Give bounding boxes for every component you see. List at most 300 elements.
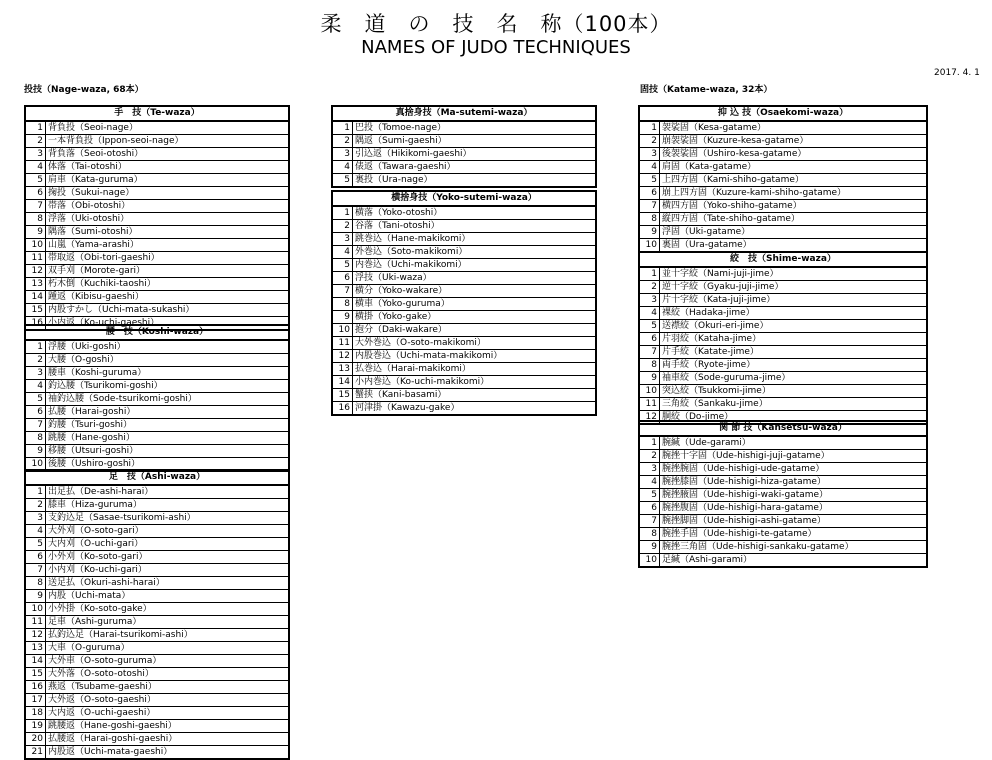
- technique-name: 上四方固（Kami-shiho-gatame）: [662, 175, 804, 185]
- technique-name: 崩袈裟固（Kuzure-kesa-gatame）: [662, 136, 809, 146]
- technique-row: [640, 528, 926, 541]
- page-title-english: NAMES OF JUDO TECHNIQUES: [361, 37, 631, 58]
- technique-row: [26, 538, 288, 551]
- technique-number: 9: [640, 372, 660, 384]
- technique-row: [26, 733, 288, 746]
- technique-row: [333, 337, 595, 350]
- technique-number: 2: [640, 135, 660, 147]
- technique-name: 帯落（Obi-otoshi）: [48, 201, 131, 211]
- technique-number: 21: [26, 746, 46, 758]
- technique-row: [26, 668, 288, 681]
- technique-name: 袖釣込腰（Sode-tsurikomi-goshi）: [48, 394, 197, 404]
- technique-name: 横車（Yoko-guruma）: [355, 299, 450, 309]
- technique-number: 7: [26, 419, 46, 431]
- technique-row: [26, 239, 288, 252]
- technique-row: [640, 161, 926, 174]
- technique-name: 腕挫腹固（Ude-hishigi-hara-gatame）: [662, 503, 828, 513]
- technique-name: 腰車（Koshi-guruma）: [48, 368, 147, 378]
- technique-number: 4: [26, 380, 46, 392]
- technique-name: 蟹挟（Kani-basami）: [355, 390, 447, 400]
- technique-name: 踵返（Kibisu-gaeshi）: [48, 292, 144, 302]
- technique-name: 腕挫腋固（Ude-hishigi-waki-gatame）: [662, 490, 829, 500]
- technique-row: [333, 148, 595, 161]
- technique-row: [26, 148, 288, 161]
- technique-number: 8: [640, 213, 660, 225]
- katame-waza-label: 固技（Katame-waza, 32本）: [640, 85, 773, 95]
- technique-number: 10: [640, 385, 660, 397]
- technique-name: 腕挫膝固（Ude-hishigi-hiza-gatame）: [662, 477, 826, 487]
- technique-number: 9: [26, 226, 46, 238]
- technique-name: 胴絞（Do-jime）: [662, 412, 734, 422]
- technique-name: 背負落（Seoi-otoshi）: [48, 149, 144, 159]
- technique-row: [26, 380, 288, 393]
- technique-number: 8: [333, 298, 353, 310]
- technique-number: 5: [333, 174, 353, 186]
- technique-number: 3: [640, 294, 660, 306]
- technique-number: 9: [640, 226, 660, 238]
- technique-row: [26, 629, 288, 642]
- technique-row: [640, 463, 926, 476]
- technique-name: 大外返（O-soto-gaeshi）: [48, 695, 156, 705]
- technique-number: 5: [26, 393, 46, 405]
- technique-number: 3: [26, 512, 46, 524]
- technique-row: [26, 200, 288, 213]
- technique-number: 8: [26, 577, 46, 589]
- technique-name: 小外掛（Ko-soto-gake）: [48, 604, 152, 614]
- technique-number: 1: [640, 122, 660, 134]
- technique-number: 7: [640, 346, 660, 358]
- technique-row: [333, 122, 595, 135]
- technique-name: 内股（Uchi-mata）: [48, 591, 131, 601]
- technique-row: [640, 135, 926, 148]
- technique-name: 片手絞（Katate-jime）: [662, 347, 759, 357]
- shime-waza-header: 絞 技（Shime-waza）: [640, 253, 926, 268]
- te-waza-header: 手 技（Te-waza）: [26, 107, 288, 122]
- technique-name: 縦四方固（Tate-shiho-gatame）: [662, 214, 800, 224]
- technique-row: [333, 135, 595, 148]
- technique-number: 13: [26, 278, 46, 290]
- page-title-japanese: 柔 道 の 技 名 称（100本）: [320, 12, 672, 36]
- technique-row: [26, 616, 288, 629]
- technique-name: 足緘（Ashi-garami）: [662, 555, 753, 565]
- technique-row: [26, 681, 288, 694]
- technique-number: 1: [26, 122, 46, 134]
- technique-name: 山嵐（Yama-arashi）: [48, 240, 139, 250]
- technique-name: 大内返（O-uchi-gaeshi）: [48, 708, 156, 718]
- technique-name: 俵返（Tawara-gaeshi）: [355, 162, 456, 172]
- technique-name: 腕挫手固（Ude-hishigi-te-gatame）: [662, 529, 817, 539]
- technique-name: 大外刈（O-soto-gari）: [48, 526, 144, 536]
- technique-name: 出足払（De-ashi-harai）: [48, 487, 154, 497]
- technique-number: 4: [640, 307, 660, 319]
- technique-row: [333, 402, 595, 414]
- nage-waza-label: 投技（Nage-waza, 68本）: [24, 85, 144, 95]
- technique-number: 5: [640, 320, 660, 332]
- technique-name: 朽木倒（Kuchiki-taoshi）: [48, 279, 156, 289]
- technique-name: 腕挫腕固（Ude-hishigi-ude-gatame）: [662, 464, 825, 474]
- technique-row: [26, 551, 288, 564]
- technique-name: 内股返（Uchi-mata-gaeshi）: [48, 747, 173, 757]
- technique-name: 払釣込足（Harai-tsurikomi-ashi）: [48, 630, 193, 640]
- technique-row: [333, 298, 595, 311]
- technique-name: 肩固（Kata-gatame）: [662, 162, 757, 172]
- technique-name: 外巻込（Soto-makikomi）: [355, 247, 468, 257]
- technique-row: [333, 259, 595, 272]
- technique-row: [26, 642, 288, 655]
- ashi-waza-header: 足 技（Ashi-waza）: [26, 471, 288, 486]
- technique-number: 3: [333, 148, 353, 160]
- technique-row: [333, 233, 595, 246]
- technique-number: 13: [333, 363, 353, 375]
- technique-name: 浮固（Uki-gatame）: [662, 227, 751, 237]
- osaekomi-waza-table: [638, 105, 928, 253]
- technique-number: 10: [640, 554, 660, 566]
- technique-row: [26, 590, 288, 603]
- technique-row: [640, 437, 926, 450]
- technique-row: [333, 363, 595, 376]
- technique-row: [26, 252, 288, 265]
- technique-number: 3: [640, 148, 660, 160]
- technique-name: 大腰（O-goshi）: [48, 355, 119, 365]
- technique-name: 大外落（O-soto-otoshi）: [48, 669, 154, 679]
- technique-row: [640, 239, 926, 251]
- technique-number: 4: [26, 161, 46, 173]
- technique-row: [640, 320, 926, 333]
- technique-row: [640, 359, 926, 372]
- technique-number: 8: [640, 528, 660, 540]
- technique-name: 腕挫十字固（Ude-hishigi-juji-gatame）: [662, 451, 830, 461]
- technique-number: 7: [640, 515, 660, 527]
- technique-number: 6: [26, 551, 46, 563]
- technique-name: 燕返（Tsubame-gaeshi）: [48, 682, 157, 692]
- technique-number: 17: [26, 694, 46, 706]
- technique-number: 14: [26, 291, 46, 303]
- technique-number: 9: [26, 590, 46, 602]
- technique-row: [640, 333, 926, 346]
- technique-name: 払腰（Harai-goshi）: [48, 407, 136, 417]
- technique-name: 大車（O-guruma）: [48, 643, 130, 653]
- technique-number: 11: [640, 398, 660, 410]
- te-waza-table: [24, 105, 290, 331]
- technique-number: 6: [26, 406, 46, 418]
- technique-number: 5: [640, 174, 660, 186]
- technique-name: 内股巻込（Uchi-mata-makikomi）: [355, 351, 503, 361]
- technique-row: [26, 304, 288, 317]
- technique-name: 横落（Yoko-otoshi）: [355, 208, 443, 218]
- technique-name: 裏固（Ura-gatame）: [662, 240, 752, 250]
- technique-number: 10: [26, 458, 46, 470]
- technique-name: 横分（Yoko-wakare）: [355, 286, 448, 296]
- technique-row: [640, 346, 926, 359]
- technique-name: 浮腰（Uki-goshi）: [48, 342, 126, 352]
- technique-row: [640, 226, 926, 239]
- technique-row: [26, 694, 288, 707]
- technique-number: 2: [26, 354, 46, 366]
- technique-name: 袈裟固（Kesa-gatame）: [662, 123, 767, 133]
- technique-number: 1: [26, 486, 46, 498]
- technique-row: [640, 281, 926, 294]
- technique-row: [26, 161, 288, 174]
- technique-row: [640, 122, 926, 135]
- technique-row: [26, 746, 288, 758]
- technique-row: [26, 406, 288, 419]
- technique-name: 袖車絞（Sode-guruma-jime）: [662, 373, 791, 383]
- technique-name: 大内刈（O-uchi-gari）: [48, 539, 144, 549]
- technique-row: [26, 135, 288, 148]
- technique-row: [640, 187, 926, 200]
- shime-waza-table: [638, 251, 928, 425]
- technique-row: [26, 174, 288, 187]
- technique-number: 11: [333, 337, 353, 349]
- technique-name: 腕挫脚固（Ude-hishigi-ashi-gatame）: [662, 516, 826, 526]
- technique-number: 14: [333, 376, 353, 388]
- technique-row: [640, 502, 926, 515]
- document-date: 2017. 4. 1: [934, 68, 980, 78]
- technique-row: [26, 655, 288, 668]
- technique-row: [333, 376, 595, 389]
- technique-name: 帯取返（Obi-tori-gaeshi）: [48, 253, 160, 263]
- technique-name: 隅落（Sumi-otoshi）: [48, 227, 138, 237]
- technique-name: 谷落（Tani-otoshi）: [355, 221, 440, 231]
- technique-name: 背負投（Seoi-nage）: [48, 123, 138, 133]
- technique-number: 8: [26, 213, 46, 225]
- technique-name: 逆十字絞（Gyaku-juji-jime）: [662, 282, 784, 292]
- technique-number: 1: [640, 268, 660, 280]
- technique-number: 4: [640, 161, 660, 173]
- technique-number: 2: [333, 220, 353, 232]
- technique-name: 片十字絞（Kata-juji-jime）: [662, 295, 776, 305]
- technique-name: 両手絞（Ryote-jime）: [662, 360, 756, 370]
- technique-row: [26, 707, 288, 720]
- technique-name: 裏投（Ura-nage）: [355, 175, 433, 185]
- technique-row: [640, 200, 926, 213]
- technique-row: [26, 603, 288, 616]
- technique-name: 抱分（Daki-wakare）: [355, 325, 447, 335]
- technique-row: [640, 476, 926, 489]
- technique-number: 3: [640, 463, 660, 475]
- technique-name: 片羽絞（Kataha-jime）: [662, 334, 762, 344]
- technique-number: 16: [26, 317, 46, 329]
- technique-name: 横四方固（Yoko-shiho-gatame）: [662, 201, 802, 211]
- technique-row: [640, 515, 926, 528]
- technique-name: 一本背負投（Ippon-seoi-nage）: [48, 136, 184, 146]
- technique-row: [333, 285, 595, 298]
- technique-name: 大外巻込（O-soto-makikomi）: [355, 338, 486, 348]
- technique-number: 12: [26, 629, 46, 641]
- technique-number: 12: [333, 350, 353, 362]
- technique-number: 3: [26, 148, 46, 160]
- technique-row: [26, 213, 288, 226]
- technique-name: 小内返（Ko-uchi-gaeshi）: [48, 318, 160, 328]
- technique-name: 小内刈（Ko-uchi-gari）: [48, 565, 147, 575]
- technique-name: 小内巻込（Ko-uchi-makikomi）: [355, 377, 490, 387]
- technique-row: [640, 398, 926, 411]
- technique-name: 後袈裟固（Ushiro-kesa-gatame）: [662, 149, 807, 159]
- technique-number: 9: [640, 541, 660, 553]
- technique-name: 河津掛（Kawazu-gake）: [355, 403, 460, 413]
- technique-name: 移腰（Utsuri-goshi）: [48, 446, 139, 456]
- ma-sutemi-waza-table: [331, 105, 597, 188]
- technique-row: [26, 187, 288, 200]
- technique-number: 4: [640, 476, 660, 488]
- technique-name: 浮技（Uki-waza）: [355, 273, 432, 283]
- technique-name: 肩車（Kata-guruma）: [48, 175, 143, 185]
- technique-name: 内巻込（Uchi-makikomi）: [355, 260, 467, 270]
- technique-row: [333, 174, 595, 186]
- technique-row: [640, 148, 926, 161]
- technique-number: 5: [26, 174, 46, 186]
- technique-number: 11: [26, 616, 46, 628]
- technique-row: [26, 393, 288, 406]
- technique-row: [333, 350, 595, 363]
- technique-row: [640, 554, 926, 566]
- technique-number: 6: [640, 333, 660, 345]
- technique-name: 体落（Tai-otoshi）: [48, 162, 127, 172]
- technique-number: 3: [26, 367, 46, 379]
- technique-number: 15: [333, 389, 353, 401]
- technique-row: [640, 450, 926, 463]
- technique-name: 突込絞（Tsukkomi-jime）: [662, 386, 771, 396]
- technique-number: 5: [26, 538, 46, 550]
- technique-name: 支釣込足（Sasae-tsurikomi-ashi）: [48, 513, 196, 523]
- technique-row: [333, 272, 595, 285]
- koshi-waza-table: [24, 324, 290, 472]
- technique-number: 7: [333, 285, 353, 297]
- technique-number: 8: [640, 359, 660, 371]
- yoko-sutemi-waza-table: [331, 190, 597, 416]
- technique-row: [640, 372, 926, 385]
- technique-number: 20: [26, 733, 46, 745]
- technique-number: 7: [26, 200, 46, 212]
- technique-name: 送足払（Okuri-ashi-harai）: [48, 578, 165, 588]
- technique-number: 8: [26, 432, 46, 444]
- technique-name: 掬投（Sukui-nage）: [48, 188, 135, 198]
- technique-row: [26, 226, 288, 239]
- technique-number: 5: [640, 489, 660, 501]
- technique-name: 大外車（O-soto-guruma）: [48, 656, 162, 666]
- technique-name: 内股すかし（Uchi-mata-sukashi）: [48, 305, 195, 315]
- technique-row: [26, 291, 288, 304]
- technique-row: [333, 161, 595, 174]
- ashi-waza-table: [24, 469, 290, 760]
- technique-name: 払腰返（Harai-goshi-gaeshi）: [48, 734, 178, 744]
- technique-number: 19: [26, 720, 46, 732]
- technique-row: [26, 564, 288, 577]
- technique-name: 並十字絞（Nami-juji-jime）: [662, 269, 779, 279]
- kansetsu-waza-table: [638, 420, 928, 568]
- technique-row: [26, 486, 288, 499]
- technique-name: 引込返（Hikikomi-gaeshi）: [355, 149, 472, 159]
- technique-row: [26, 432, 288, 445]
- koshi-waza-header: 腰 技（Koshi-waza）: [26, 326, 288, 341]
- technique-name: 巴投（Tomoe-nage）: [355, 123, 447, 133]
- technique-row: [640, 385, 926, 398]
- technique-row: [333, 311, 595, 324]
- technique-number: 9: [333, 311, 353, 323]
- technique-number: 13: [26, 642, 46, 654]
- technique-name: 足車（Ashi-guruma）: [48, 617, 142, 627]
- technique-number: 6: [640, 187, 660, 199]
- technique-name: 浮落（Uki-otoshi）: [48, 214, 130, 224]
- technique-name: 釣腰（Tsuri-goshi）: [48, 420, 132, 430]
- technique-number: 7: [640, 200, 660, 212]
- technique-row: [26, 577, 288, 590]
- technique-number: 6: [26, 187, 46, 199]
- technique-row: [640, 213, 926, 226]
- technique-number: 15: [26, 304, 46, 316]
- technique-number: 2: [26, 135, 46, 147]
- technique-row: [26, 122, 288, 135]
- technique-number: 6: [333, 272, 353, 284]
- technique-row: [640, 307, 926, 320]
- technique-number: 1: [640, 437, 660, 449]
- technique-row: [333, 389, 595, 402]
- technique-row: [640, 294, 926, 307]
- technique-number: 16: [333, 402, 353, 414]
- technique-number: 4: [333, 161, 353, 173]
- technique-number: 14: [26, 655, 46, 667]
- technique-number: 2: [640, 450, 660, 462]
- technique-number: 1: [333, 207, 353, 219]
- ma-sutemi-waza-header: 真捨身技（Ma-sutemi-waza）: [333, 107, 595, 122]
- technique-name: 送襟絞（Okuri-eri-jime）: [662, 321, 769, 331]
- technique-row: [26, 445, 288, 458]
- technique-name: 横掛（Yoko-gake）: [355, 312, 437, 322]
- technique-number: 11: [26, 252, 46, 264]
- technique-name: 釣込腰（Tsurikomi-goshi）: [48, 381, 163, 391]
- technique-number: 2: [333, 135, 353, 147]
- technique-name: 裸絞（Hadaka-jime）: [662, 308, 755, 318]
- technique-name: 跳腰返（Hane-goshi-gaeshi）: [48, 721, 177, 731]
- technique-row: [640, 489, 926, 502]
- technique-number: 10: [26, 239, 46, 251]
- technique-name: 三角絞（Sankaku-jime）: [662, 399, 768, 409]
- technique-number: 10: [333, 324, 353, 336]
- technique-row: [333, 220, 595, 233]
- technique-name: 跳腰（Hane-goshi）: [48, 433, 135, 443]
- technique-row: [333, 324, 595, 337]
- technique-name: 後腰（Ushiro-goshi）: [48, 459, 141, 469]
- technique-number: 15: [26, 668, 46, 680]
- kansetsu-waza-header: 関 節 技（Kansetsu-waza）: [640, 422, 926, 437]
- technique-number: 9: [26, 445, 46, 457]
- technique-name: 双手刈（Morote-gari）: [48, 266, 146, 276]
- technique-row: [640, 174, 926, 187]
- technique-number: 5: [333, 259, 353, 271]
- technique-row: [26, 499, 288, 512]
- technique-name: 隅返（Sumi-gaeshi）: [355, 136, 447, 146]
- technique-row: [26, 512, 288, 525]
- technique-number: 4: [26, 525, 46, 537]
- technique-name: 腕挫三角固（Ude-hishigi-sankaku-gatame）: [662, 542, 854, 552]
- technique-row: [26, 419, 288, 432]
- technique-row: [333, 246, 595, 259]
- technique-name: 腕緘（Ude-garami）: [662, 438, 751, 448]
- technique-row: [26, 278, 288, 291]
- technique-name: 跳巻込（Hane-makikomi）: [355, 234, 471, 244]
- technique-row: [26, 341, 288, 354]
- technique-number: 2: [640, 281, 660, 293]
- technique-number: 4: [333, 246, 353, 258]
- technique-number: 1: [26, 341, 46, 353]
- technique-number: 2: [26, 499, 46, 511]
- technique-name: 崩上四方固（Kuzure-kami-shiho-gatame）: [662, 188, 847, 198]
- technique-number: 18: [26, 707, 46, 719]
- technique-number: 10: [26, 603, 46, 615]
- yoko-sutemi-waza-header: 横捨身技（Yoko-sutemi-waza）: [333, 192, 595, 207]
- technique-number: 3: [333, 233, 353, 245]
- technique-number: 7: [26, 564, 46, 576]
